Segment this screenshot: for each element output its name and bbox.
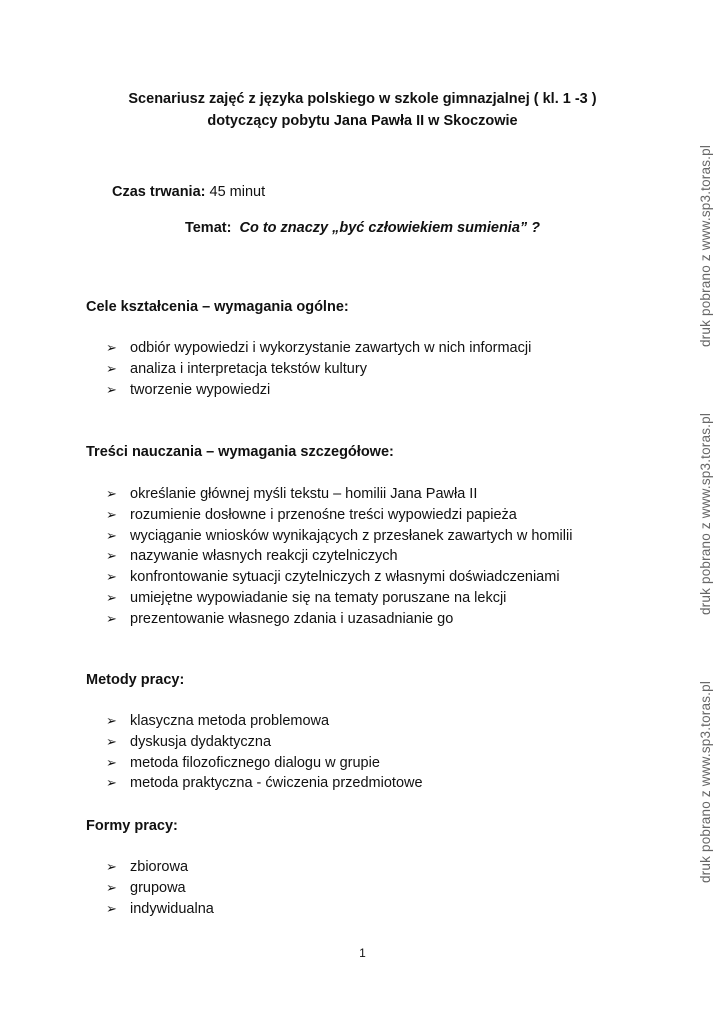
duration-value: 45 minut [205,184,266,200]
arrow-bullet-icon: ➢ [106,569,117,585]
arrow-bullet-icon: ➢ [106,486,117,501]
arrow-bullet-icon: ➢ [106,340,117,355]
duration-label: Czas trwania: [112,184,206,200]
goals-list [106,338,531,400]
watermark-3: druk pobrano z www.sp3.toras.pl [698,680,713,884]
document-title [0,88,725,132]
list-item: ➢ wyciąganie wniosków wynikających z przesłanek zawartych w homilii [106,526,572,547]
list-item: ➢ dyskusja dydaktyczna [106,732,423,753]
arrow-bullet-icon: ➢ [106,754,117,770]
section-heading-methods: Metody pracy: [86,672,185,688]
arrow-bullet-icon: ➢ [106,713,117,728]
topic-label: Temat: [184,220,232,236]
page-number: 1 [359,946,366,960]
list-item: ➢ tworzenie wypowiedzi [106,380,531,401]
topic-line [0,218,725,238]
section-heading-forms: Formy pracy: [86,818,178,834]
arrow-bullet-icon: ➢ [106,610,117,626]
list-item: ➢ odbiór wypowiedzi i wykorzystanie zawartych w nich informacji [106,338,531,359]
arrow-bullet-icon: ➢ [106,506,117,522]
arrow-bullet-icon: ➢ [106,527,117,543]
arrow-bullet-icon: ➢ [106,360,117,376]
list-item: ➢ indywidualna [106,899,214,920]
list-item: ➢ analiza i interpretacja tekstów kultury [106,359,531,380]
arrow-bullet-icon: ➢ [106,900,117,916]
arrow-bullet-icon: ➢ [106,733,117,749]
list-item: ➢ metoda praktyczna - ćwiczenia przedmiotowe [106,773,423,794]
title-line-1: Scenariusz zajęć z języka polskiego w szkole gimnazjalnej ( kl. 1 -3 ) [128,91,597,107]
arrow-bullet-icon: ➢ [106,879,117,895]
list-item: ➢ metoda filozoficznego dialogu w grupie [106,753,423,774]
list-item: ➢ zbiorowa [106,857,214,878]
arrow-bullet-icon: ➢ [106,859,117,874]
arrow-bullet-icon: ➢ [106,548,117,564]
methods-list [106,711,423,794]
list-item: ➢ umiejętne wypowiadanie się na tematy poruszane na lekcji [106,588,572,609]
arrow-bullet-icon: ➢ [106,775,117,791]
title-line-2: dotyczący pobytu Jana Pawła II w Skoczowie [207,113,518,129]
list-item: ➢ klasyczna metoda problemowa [106,711,423,732]
arrow-bullet-icon: ➢ [106,381,117,397]
list-item: ➢ grupowa [106,878,214,899]
list-item: ➢ prezentowanie własnego zdania i uzasadnianie go [106,609,572,630]
list-item: ➢ nazywanie własnych reakcji czytelniczych [106,546,572,567]
duration-line [112,182,265,202]
list-item: ➢ określanie głównej myśli tekstu – homilii Jana Pawła II [106,484,572,505]
content-list [106,484,572,630]
forms-list [106,857,214,919]
list-item: ➢ rozumienie dosłowne i przenośne treści wypowiedzi papieża [106,505,572,526]
section-heading-content: Treści nauczania – wymagania szczegółowe: [86,444,394,460]
topic-value: Co to znaczy „być człowiekiem sumienia” ? [239,220,541,236]
arrow-bullet-icon: ➢ [106,589,117,605]
watermark-1: druk pobrano z www.sp3.toras.pl [698,144,713,348]
watermark-2: druk pobrano z www.sp3.toras.pl [698,412,713,616]
section-heading-goals: Cele kształcenia – wymagania ogólne: [86,299,349,315]
list-item: ➢ konfrontowanie sytuacji czytelniczych z własnymi doświadczeniami [106,567,572,588]
